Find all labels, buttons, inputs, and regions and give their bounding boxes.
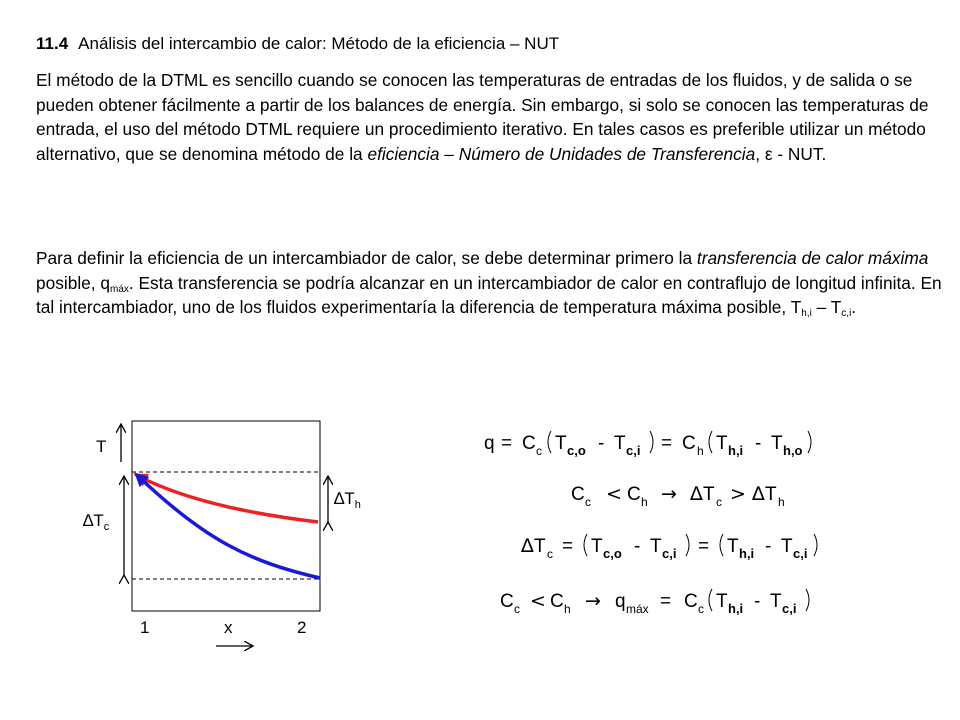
- delta-tc-sub: c: [103, 521, 110, 533]
- eq1-sub-h: h: [697, 444, 704, 458]
- eq1-T2: T: [614, 433, 626, 454]
- eq3-T4: T: [781, 536, 793, 557]
- eq2-C2: C: [627, 484, 641, 505]
- eq1-sub-hi: h,i: [728, 443, 744, 458]
- eq4-paren-open: [709, 589, 712, 611]
- paragraph1-end: , ε - NUT.: [755, 143, 827, 164]
- eq4-q: q: [615, 591, 626, 612]
- equation-delta-tc: [520, 534, 817, 561]
- eq4-C2: C: [550, 591, 564, 612]
- eq4-C1: C: [500, 591, 514, 612]
- eq2-delta-1: ∆: [690, 483, 703, 505]
- eq4-sub-h: h: [564, 602, 571, 616]
- eq4-arrow-icon: →: [585, 590, 601, 612]
- eq2-arrow-icon: →: [661, 483, 677, 505]
- paragraph2-text-e: .: [851, 297, 857, 318]
- delta-th-delta: ∆: [334, 489, 345, 508]
- eq1-sub-ci: c,i: [626, 443, 641, 458]
- eq3-sub-co: c,o: [603, 546, 622, 561]
- eq3-T0: T: [534, 536, 546, 557]
- eq1-sub-ho: h,o: [783, 443, 803, 458]
- temperature-diagram: [83, 421, 361, 646]
- paragraph2-sub-hi: h,i: [801, 308, 812, 320]
- position-2-label: 2: [297, 618, 307, 637]
- eq3-minus-1: -: [634, 536, 641, 557]
- eq4-paren-close: [806, 589, 809, 611]
- eq4-T1: T: [716, 591, 728, 612]
- eq4-sub-hi: h,i: [728, 601, 744, 616]
- eq3-equals-1: =: [562, 536, 574, 557]
- eq3-sub-c: c: [547, 547, 553, 561]
- paragraph1-text: El método de la DTML es sencillo cuando se conocen las temperaturas de entradas de los fluidos, y de salida o se pueden obtener fácilmente a partir de los balances de energía. Sin embargo, si solo se conocen las temperaturas de entrada, el uso del método DTML requiere un procedimiento iterativo. En tales casos es preferible utilizar un método alternativo, que se denomina método de la: [36, 70, 929, 164]
- x-axis-label: x: [224, 618, 233, 637]
- eq3-sub-ci2: c,i: [793, 546, 808, 561]
- t-axis-label: T: [96, 437, 107, 456]
- eq3-sub-ci: c,i: [662, 546, 677, 561]
- eq2-greater-than: >: [730, 483, 746, 505]
- eq4-minus: -: [754, 591, 761, 612]
- eq3-delta: ∆: [521, 535, 534, 557]
- eq4-C3: C: [684, 591, 698, 612]
- eq3-minus-2: -: [765, 536, 772, 557]
- eq3-paren-close-1: [686, 534, 689, 556]
- section-number: 11.4: [36, 34, 69, 53]
- eq2-less-than: <: [606, 483, 622, 505]
- eq4-sub-max: máx: [626, 602, 649, 616]
- eq1-sub-co: c,o: [567, 443, 586, 458]
- eq4-T2: T: [770, 591, 782, 612]
- eq2-C1: C: [571, 484, 585, 505]
- eq2-sub-h: h: [641, 495, 648, 509]
- equation-qmax: [500, 589, 809, 616]
- eq3-paren-open-1: [584, 534, 587, 556]
- eq3-sub-hi: h,i: [739, 546, 755, 561]
- delta-th-label: [334, 489, 361, 511]
- eq4-sub-c2: c: [698, 602, 704, 616]
- cold-fluid-curve: [138, 476, 320, 578]
- paragraph2-text-a: Para definir la eficiencia de un intercambiador de calor, se debe determinar primero la: [36, 248, 697, 268]
- eq3-T2: T: [650, 536, 662, 557]
- eq1-C2: C: [682, 433, 696, 454]
- eq4-equals: =: [660, 591, 672, 612]
- eq3-equals-2: =: [698, 536, 710, 557]
- paragraph2-text-b: posible, q: [36, 272, 110, 293]
- eq1-C: C: [522, 433, 536, 454]
- eq3-paren-close-2: [814, 534, 817, 556]
- delta-tc-t: T: [93, 511, 104, 530]
- eq4-sub-c: c: [514, 602, 520, 616]
- paragraph2-sub-ci: c,i: [841, 308, 852, 320]
- eq1-paren-open-2: [709, 431, 712, 453]
- eq1-minus-2: -: [755, 433, 762, 454]
- eq3-paren-open-2: [720, 534, 723, 556]
- eq1-T3: T: [716, 433, 728, 454]
- eq3-T1: T: [591, 536, 603, 557]
- eq2-delta-2: ∆: [752, 483, 765, 505]
- eq1-equals-2: =: [661, 433, 673, 454]
- paragraph2-italic: transferencia de calor máxima: [696, 248, 929, 268]
- eq4-sub-ci: c,i: [782, 601, 797, 616]
- paragraph1-italic: eficiencia – Número de Unidades de Transferencia: [367, 143, 756, 164]
- section-title: Análisis del intercambio de calor: Método de la eficiencia – NUT: [78, 34, 560, 53]
- paragraph2-sub-max: máx: [109, 283, 129, 295]
- paragraph2-text-c: . Esta transferencia se podría alcanzar en un intercambiador de calor en contraflujo de longitud infinita. En tal intercambiador, uno de los fluidos experimentaría la diferencia de temperatura máxima posible, T: [36, 272, 942, 318]
- equation-capacity-comparison: [571, 483, 785, 509]
- eq3-T3: T: [727, 536, 739, 557]
- paragraph2-text-d: – T: [811, 297, 842, 318]
- eq1-equals-1: =: [501, 433, 513, 454]
- eq1-sub-c: c: [536, 444, 542, 458]
- eq2-sub-c: c: [585, 495, 591, 509]
- delta-th-sub: h: [354, 499, 361, 511]
- eq1-T4: T: [771, 433, 783, 454]
- position-1-label: 1: [140, 618, 150, 637]
- eq1-q: q: [484, 433, 495, 454]
- eq4-less-than: <: [530, 590, 546, 612]
- delta-tc-label: [83, 511, 110, 533]
- delta-tc-delta: ∆: [83, 511, 94, 530]
- eq1-minus-1: -: [598, 433, 605, 454]
- diagram-frame: [132, 421, 320, 611]
- eq2-sub-c2: c: [716, 495, 722, 509]
- equation-heat-balance: [484, 431, 811, 458]
- eq2-T2: T: [765, 484, 777, 505]
- eq1-paren-close-1: [650, 431, 653, 453]
- eq1-paren-open-1: [548, 431, 551, 453]
- eq2-T1: T: [703, 484, 715, 505]
- eq1-paren-close-2: [808, 431, 811, 453]
- delta-th-t: T: [344, 489, 355, 508]
- eq1-T1: T: [555, 433, 567, 454]
- eq2-sub-h2: h: [778, 495, 785, 509]
